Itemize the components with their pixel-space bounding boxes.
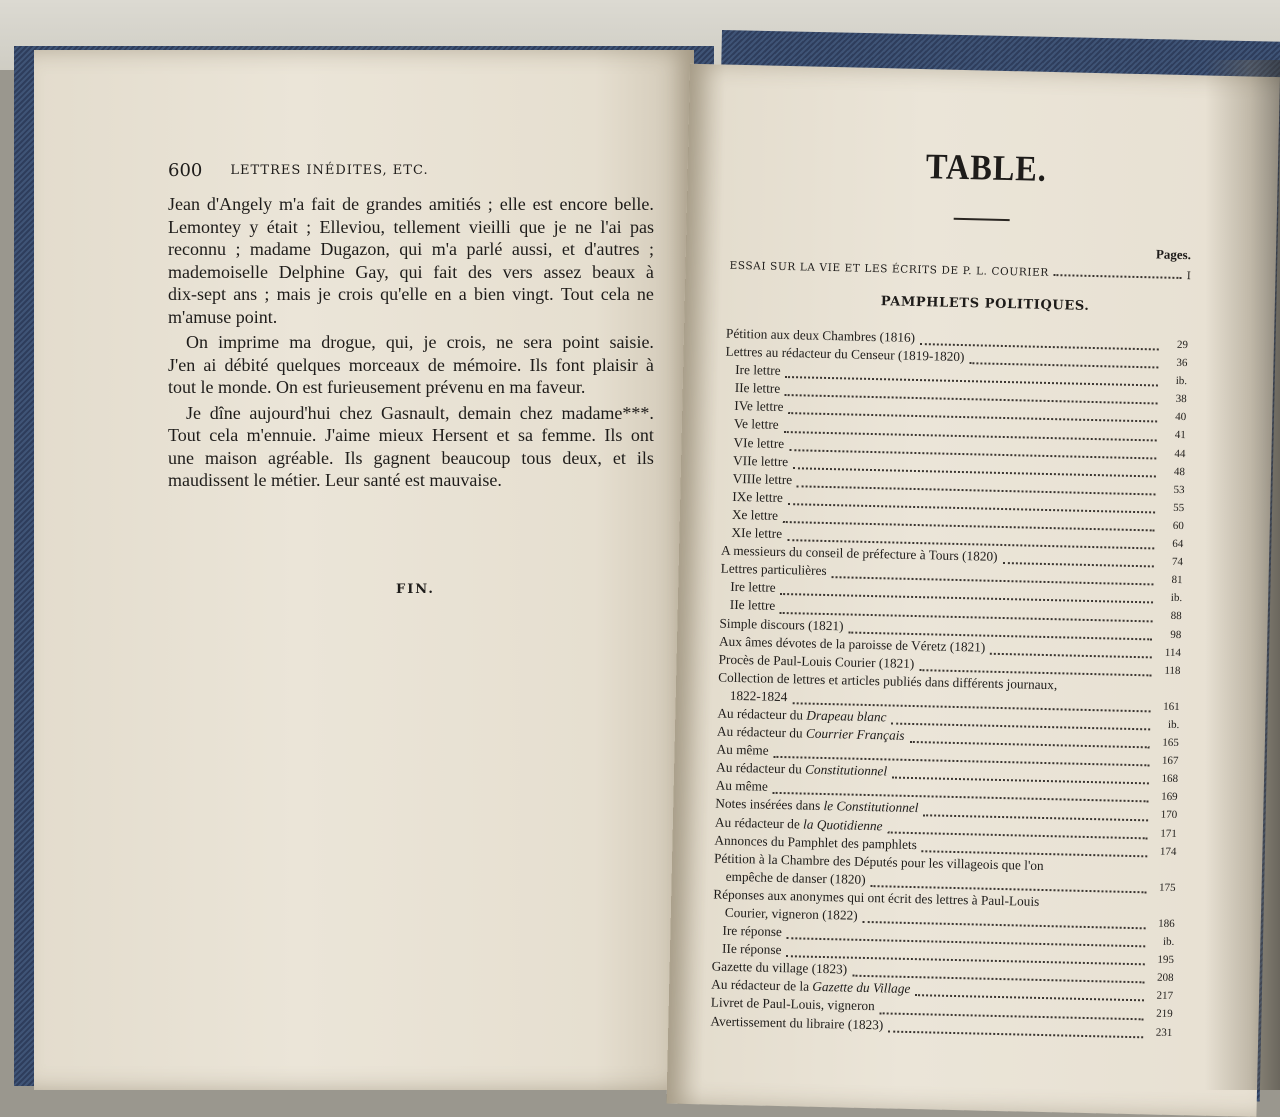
toc-entry-label: IVe lettre bbox=[734, 398, 784, 415]
toc-entry-label: Au rédacteur du Constitutionnel bbox=[716, 759, 888, 779]
toc-entry-label: Ire réponse bbox=[722, 922, 783, 940]
toc-entry-label: Ve lettre bbox=[733, 416, 779, 433]
text-line: mademoiselle Delphine Gay, qui fait des vers assez beaux à bbox=[168, 261, 654, 282]
toc-entry-page: 44 bbox=[1174, 447, 1186, 460]
toc-entry-label: Ire lettre bbox=[730, 579, 776, 596]
page-number: 600 bbox=[168, 160, 203, 181]
toc-entry-page: 195 bbox=[1157, 953, 1175, 967]
toc-entry-label: Avertissement du libraire (1823) bbox=[710, 1013, 884, 1032]
toc-entry-page: 186 bbox=[1158, 917, 1175, 930]
toc-entry-page: 219 bbox=[1156, 1008, 1173, 1021]
toc-entry-label: Livret de Paul-Louis, vigneron bbox=[710, 994, 875, 1014]
toc-entry-page: 81 bbox=[1171, 574, 1183, 587]
text-line: Lemontey y était ; Elleviou, tellement vieilli que je ne l'ai pas bbox=[168, 216, 654, 237]
toc-entry-page: 114 bbox=[1164, 646, 1182, 659]
toc-entry-label: Au rédacteur du Courrier Français bbox=[716, 723, 905, 743]
toc-entry-page: 48 bbox=[1173, 465, 1186, 478]
toc-entry-page: 38 bbox=[1175, 393, 1187, 406]
toc-entry-label: IIe lettre bbox=[729, 597, 776, 614]
toc-entry-page: 171 bbox=[1160, 827, 1177, 840]
toc-entry-label: Collection de lettres et articles publiés dans différents journaux, bbox=[718, 669, 1058, 693]
text-line: maudissent le métier. Leur santé est mauvaise. bbox=[168, 470, 502, 490]
toc-entry-page: 217 bbox=[1156, 989, 1174, 1003]
toc-entry-page: 161 bbox=[1163, 700, 1180, 713]
toc-entry-page: 88 bbox=[1170, 610, 1182, 623]
toc-entry-label: A messieurs du conseil de préfecture à Tours (1820) bbox=[720, 542, 998, 564]
text-line: J'en ai débité quelques morceaux de mémoire. Ils font plaisir à bbox=[168, 354, 654, 375]
toc-entry-page: 98 bbox=[1170, 628, 1182, 641]
letter-text bbox=[168, 193, 654, 492]
text-line: une maison agréable. Ils gagnent beaucoup tous deux, et ils bbox=[168, 447, 654, 468]
toc-entry-page: 36 bbox=[1176, 356, 1188, 370]
text-line: Je dîne aujourd'hui chez Gasnault, demain chez madame***. bbox=[186, 402, 654, 423]
toc-entry-page: 231 bbox=[1155, 1026, 1173, 1039]
toc-entry-label: Procès de Paul-Louis Courier (1821) bbox=[718, 651, 915, 671]
toc-entry-label: Aux âmes dévotes de la paroisse de Véretz (1821) bbox=[718, 633, 986, 655]
toc-entry-label: VIIIe lettre bbox=[732, 470, 793, 487]
text-line: reconnu ; madame Dugazon, qui m'a parlé aussi, et d'autres ; bbox=[168, 239, 654, 259]
toc-entry-label: Pétition à la Chambre des Députés pour les villageois que l'on bbox=[713, 850, 1044, 873]
text-line: On imprime ma drogue, qui, je crois, ne sera point saisie. bbox=[186, 332, 654, 352]
toc-entry-label: Pétition aux deux Chambres (1816) bbox=[725, 325, 916, 345]
toc-entry-page: 169 bbox=[1160, 790, 1178, 804]
text-line: tout le monde. On est furieusement prévenu en ma faveur. bbox=[168, 377, 586, 397]
toc-entry-label: empêche de danser (1820) bbox=[725, 868, 866, 887]
toc-entry-page: ib. bbox=[1167, 718, 1180, 732]
toc-entry-label: 1822-1824 bbox=[729, 687, 788, 705]
toc-entry-page: 55 bbox=[1173, 501, 1185, 514]
toc-entry-label: IIe réponse bbox=[721, 940, 782, 958]
toc-entry-label: IXe lettre bbox=[732, 488, 784, 505]
toc-entry-label: Courier, vigneron (1822) bbox=[724, 904, 858, 923]
toc-entry-label: Lettres au rédacteur du Censeur (1819-1820) bbox=[725, 343, 965, 365]
text-line: Tout cela m'ennuie. J'aime mieux Hersent et sa femme. Ils ont bbox=[168, 425, 654, 445]
toc-entry-page: 170 bbox=[1160, 809, 1178, 822]
running-head bbox=[168, 160, 528, 181]
text-line: m'amuse point. bbox=[168, 306, 278, 327]
toc-entry-page: ib. bbox=[1175, 375, 1188, 388]
toc-entry-page: 64 bbox=[1172, 537, 1184, 551]
toc-entry-page: I bbox=[1186, 270, 1192, 283]
toc-entry-label: XIe lettre bbox=[731, 524, 783, 542]
running-title: LETTRES INÉDITES, ETC. bbox=[230, 163, 429, 178]
toc-entry-label: Annonces du Pamphlet des pamphlets bbox=[714, 832, 918, 852]
toc-entry-label: VIe lettre bbox=[733, 434, 785, 451]
page-edge-shadow bbox=[1205, 60, 1280, 1090]
toc-entry-label: Au rédacteur du Drapeau blanc bbox=[717, 705, 887, 725]
toc-entry-page: 74 bbox=[1171, 555, 1184, 569]
section-heading: PAMPHLETS POLITIQUES. bbox=[880, 294, 1090, 314]
toc-entry-label: Notes insérées dans le Constitutionnel bbox=[715, 795, 919, 816]
toc-entry-label: Xe lettre bbox=[731, 506, 779, 523]
toc-entry-page: 175 bbox=[1158, 881, 1176, 894]
text-line: dix-sept ans ; mais je crois qu'elle en a bien vingt. Tout cela ne bbox=[168, 284, 654, 304]
pages-column-label: Pages. bbox=[1155, 246, 1192, 263]
right-page bbox=[667, 64, 1280, 1117]
toc-entry-page: ib. bbox=[1170, 592, 1183, 605]
toc-entry-page: 208 bbox=[1156, 971, 1174, 985]
toc-entry-page: 53 bbox=[1173, 483, 1185, 496]
toc-entry-page: ib. bbox=[1162, 935, 1175, 949]
toc-entry-page: 60 bbox=[1172, 519, 1184, 533]
toc-entry-page: 165 bbox=[1162, 736, 1179, 750]
toc-entry-label: Au rédacteur de la Gazette du Village bbox=[711, 976, 911, 997]
toc-entry-label: Au rédacteur de la Quotidienne bbox=[714, 814, 883, 833]
toc-entry-label: Gazette du village (1823) bbox=[711, 958, 848, 977]
toc-entry-label: VIIe lettre bbox=[732, 452, 789, 469]
toc-entry-label: Lettres particulières bbox=[720, 560, 827, 579]
text-line: Jean d'Angely m'a fait de grandes amitiés ; elle est encore belle. bbox=[168, 194, 654, 214]
toc-entry-label: ESSAI SUR LA VIE ET LES ÉCRITS DE P. L. COURIER bbox=[729, 259, 1049, 279]
end-mark: FIN. bbox=[396, 582, 435, 597]
toc-entry-page: 29 bbox=[1176, 338, 1189, 352]
toc-entry-page: 41 bbox=[1174, 429, 1186, 442]
toc-entry-label: Ire lettre bbox=[735, 362, 781, 379]
toc-entry-label: Au même bbox=[716, 741, 769, 758]
toc-entry-label: IIe lettre bbox=[734, 380, 781, 397]
toc-entry-page: 167 bbox=[1161, 754, 1179, 768]
toc-entry-label: Au même bbox=[715, 777, 769, 795]
toc-title: TABLE. bbox=[925, 146, 1048, 189]
toc-entry-page: 168 bbox=[1161, 772, 1179, 786]
toc-entry-page: 40 bbox=[1175, 411, 1187, 424]
toc-entry-label: Réponses aux anonymes qui ont écrit des lettres à Paul-Louis bbox=[713, 886, 1040, 909]
toc-entry-page: 118 bbox=[1164, 664, 1181, 677]
toc-entry-page: 174 bbox=[1159, 845, 1177, 858]
toc-entry-label: Simple discours (1821) bbox=[719, 615, 844, 633]
